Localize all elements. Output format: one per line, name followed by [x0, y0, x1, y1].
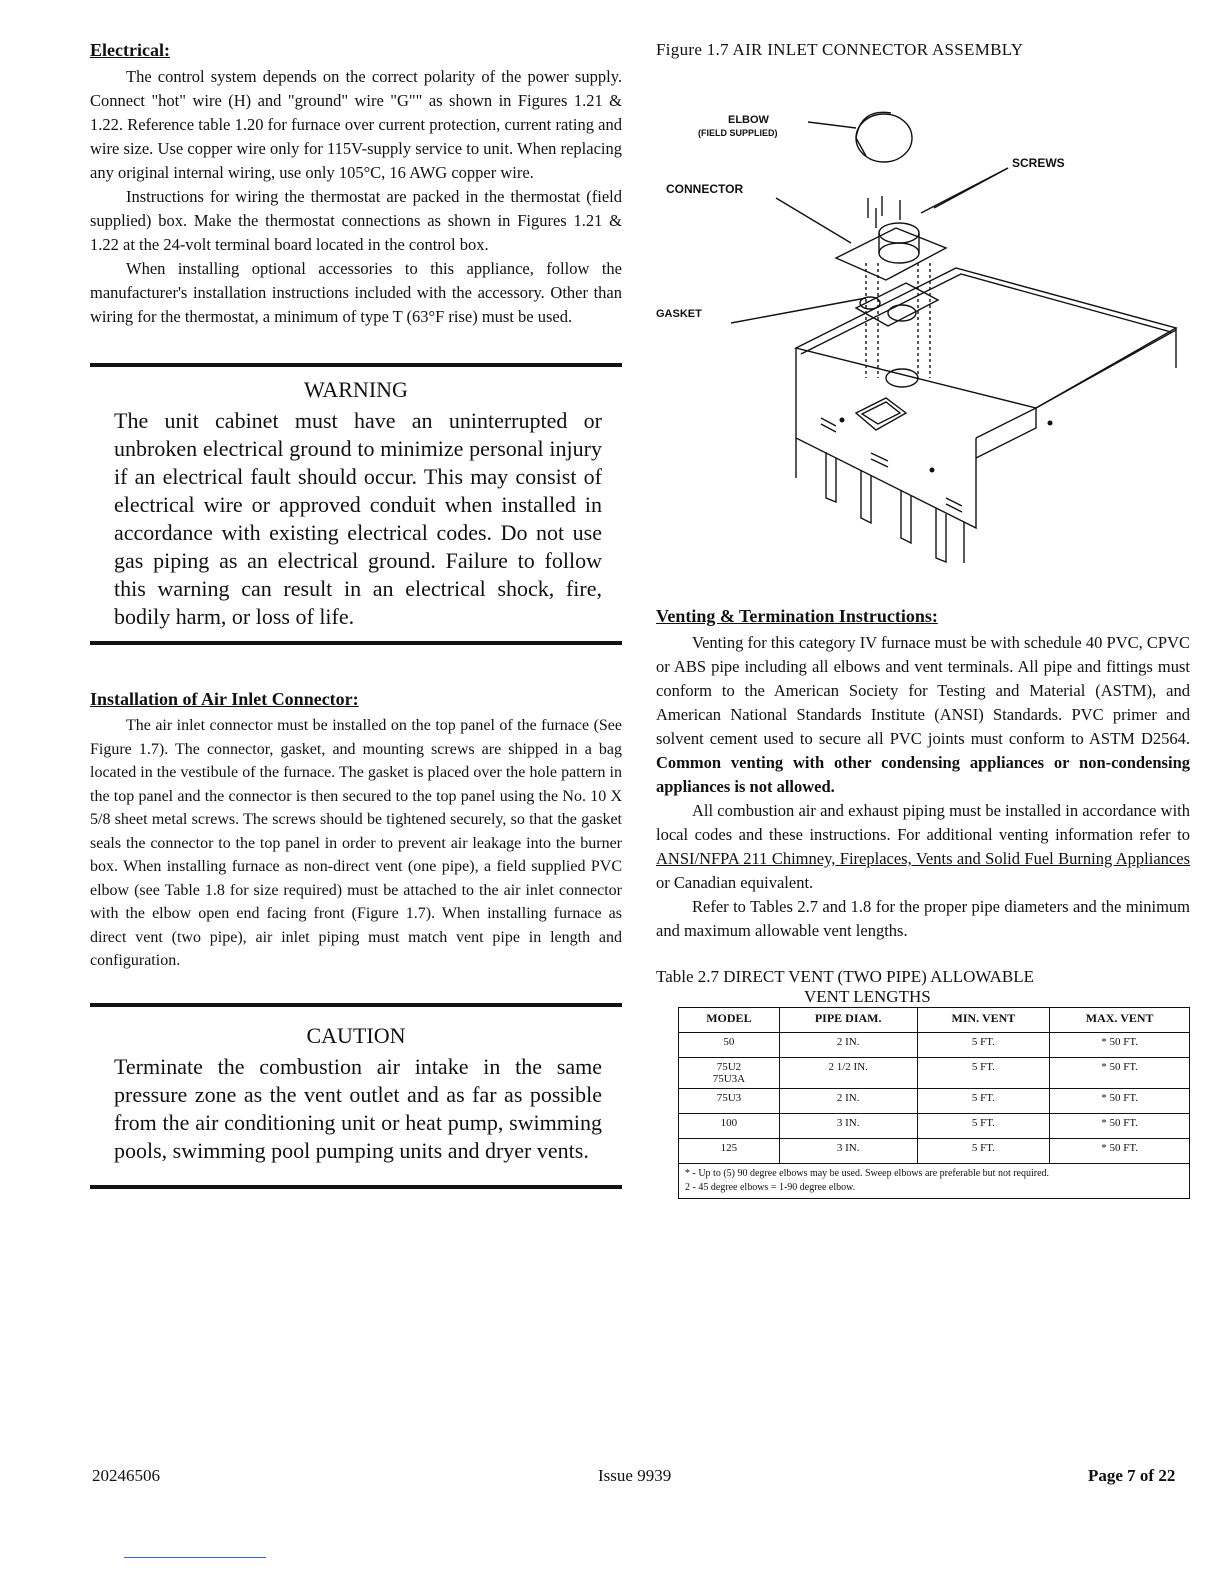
table-note-1: * - Up to (5) 90 degree elbows may be used. Sweep elbows are preferable but not required.	[685, 1168, 1050, 1179]
cell-max-vent: * 50 FT.	[1050, 1033, 1190, 1058]
caution-title: CAUTION	[306, 1022, 406, 1048]
table-notes-row	[679, 1164, 1190, 1199]
venting-paragraph-3: Refer to Tables 2.7 and 1.8 for the proper pipe diameters and the minimum and maximum allowable vent lengths.	[656, 897, 1190, 940]
table-notes	[679, 1164, 1190, 1199]
header-max-vent: MAX. VENT	[1050, 1008, 1190, 1033]
electrical-paragraph-2: Instructions for wiring the thermostat are packed in the thermostat (field supplied) box. Make the thermostat connections as shown in Figures 1.21 & 1.22 at the 24-volt terminal board located in the control box.	[90, 187, 622, 254]
electrical-paragraph-3: When installing optional accessories to this appliance, follow the manufacturer's installation instructions included with the accessory. Other than wiring for the thermostat, a minimum of type T (63°F rise) must be used.	[90, 259, 622, 326]
cell-pipe-diam: 2 IN.	[779, 1089, 917, 1114]
left-column	[90, 40, 622, 1189]
cell-min-vent: 5 FT.	[917, 1058, 1050, 1089]
cell-model: 125	[679, 1139, 780, 1164]
warning-text: The unit cabinet must have an uninterrupted or unbroken electrical ground to minimize personal injury if an electrical fault should occur. This may consist of electrical wire or approved conduit when installed in accordance with existing electrical codes. Do not use gas piping as an electrical ground. Failure to follow this warning can result in an electrical shock, fire, bodily harm, or loss of life.	[114, 408, 602, 629]
table-row	[679, 1033, 1190, 1058]
cell-max-vent: * 50 FT.	[1050, 1114, 1190, 1139]
warning-title: WARNING	[304, 377, 408, 402]
cell-pipe-diam: 3 IN.	[779, 1114, 917, 1139]
label-connector: CONNECTOR	[666, 182, 744, 196]
cell-min-vent: 5 FT.	[917, 1033, 1050, 1058]
right-column	[656, 40, 1190, 1199]
air-inlet-heading: Installation of Air Inlet Connector:	[90, 689, 359, 709]
venting-p2-pre: All combustion air and exhaust piping must be installed in accordance with local codes and these instructions. For additional venting information refer to	[656, 801, 1190, 844]
venting-paragraph-1	[656, 631, 1190, 799]
cell-min-vent: 5 FT.	[917, 1114, 1050, 1139]
venting-p2-post: or Canadian equivalent.	[656, 873, 814, 892]
cell-model: 75U3	[679, 1089, 780, 1114]
electrical-paragraph-1: The control system depends on the correct polarity of the power supply. Connect "hot" wire (H) and "ground" wire "G"" as shown in Figures 1.21 & 1.22. Reference table 1.20 for furnace over current protection, current rating and wire size. Use copper wire only for 115V-supply service to unit. When replacing any original internal wiring, use only 105°C, 16 AWG copper wire.	[90, 67, 622, 182]
warning-top-rule	[90, 363, 622, 367]
cell-max-vent: * 50 FT.	[1050, 1139, 1190, 1164]
footer-blue-line	[124, 1557, 266, 1558]
cell-pipe-diam: 3 IN.	[779, 1139, 917, 1164]
venting-p1-text: Venting for this category IV furnace must be with schedule 40 PVC, CPVC or ABS pipe including all elbows and vent terminals. All pipe and fittings must conform to the American Society for Testing and Material (ASTM), and American National Standards Institute (ANSI) Standards. PVC primer and solvent cement used to secure all PVC joints must conform to ASTM D2564.	[656, 633, 1190, 748]
table-row	[679, 1114, 1190, 1139]
venting-p1-bold: Common venting with other condensing appliances or non-condensing appliances is not allowed.	[656, 753, 1190, 796]
cell-pipe-diam: 2 1/2 IN.	[779, 1058, 917, 1089]
table-header-row	[679, 1008, 1190, 1033]
cell-min-vent: 5 FT.	[917, 1089, 1050, 1114]
cell-min-vent: 5 FT.	[917, 1139, 1050, 1164]
cell-max-vent: * 50 FT.	[1050, 1089, 1190, 1114]
table-row	[679, 1139, 1190, 1164]
assembly-drawing	[656, 68, 1190, 588]
caution-text: Terminate the combustion air intake in the same pressure zone as the vent outlet and as far as possible from the air conditioning unit or heat pump, swimming pools, swimming pool pumping units and dryer vents.	[114, 1053, 602, 1163]
caution-bottom-rule	[90, 1185, 622, 1189]
label-elbow: ELBOW	[728, 114, 769, 126]
air-inlet-paragraph: The air inlet connector must be installed on the top panel of the furnace (See Figure 1.7). The connector, gasket, and mounting screws are shipped in a bag located in the vestibule of the furnace. The gasket is placed over the hole pattern in the top panel and the connector is then secured to the top panel using the No. 10 X 5/8 sheet metal screws. The screws should be tightened securely, so that the gasket seals the connector to the top panel in order to prevent air leakage into the burner box. When installing furnace as non-direct vent (one pipe), a field supplied PVC elbow (see Table 1.8 for size required) must be attached to the air inlet connector with the elbow open end facing front (Figure 1.7). When installing furnace as direct vent (two pipe), air inlet piping must match vent pipe in length and configuration.	[90, 717, 622, 969]
table-note-2: 2 - 45 degree elbows = 1-90 degree elbow.	[685, 1182, 856, 1193]
cell-pipe-diam: 2 IN.	[779, 1033, 917, 1058]
table-caption-line2: VENT LENGTHS	[804, 987, 931, 1006]
cell-model: 75U2 75U3A	[679, 1058, 780, 1089]
vent-length-table	[678, 1007, 1190, 1199]
cell-max-vent: * 50 FT.	[1050, 1058, 1190, 1089]
table-row	[679, 1058, 1190, 1089]
footer-doc-number: 20246506	[92, 1466, 160, 1485]
label-gasket: GASKET	[656, 308, 702, 320]
table-row	[679, 1089, 1190, 1114]
venting-paragraph-2	[656, 799, 1190, 895]
header-model: MODEL	[679, 1008, 780, 1033]
label-field-supplied: (FIELD SUPPLIED)	[698, 128, 778, 138]
elbow-shape	[856, 114, 912, 162]
electrical-heading: Electrical:	[90, 40, 170, 60]
footer-issue: Issue 9939	[598, 1466, 672, 1485]
ansi-nfpa-reference: ANSI/NFPA 211 Chimney, Fireplaces, Vents and Solid Fuel Burning Appliances	[656, 849, 1190, 868]
figure-caption: Figure 1.7 AIR INLET CONNECTOR ASSEMBLY	[656, 40, 1024, 59]
header-pipe-diam: PIPE DIAM.	[779, 1008, 917, 1033]
cell-model: 50	[679, 1033, 780, 1058]
header-min-vent: MIN. VENT	[917, 1008, 1050, 1033]
venting-heading: Venting & Termination Instructions:	[656, 606, 938, 626]
table-caption-line1: Table 2.7 DIRECT VENT (TWO PIPE) ALLOWABLE	[656, 967, 1034, 986]
label-screws: SCREWS	[1012, 156, 1065, 170]
footer-page-number: Page 7 of 22	[1088, 1466, 1176, 1485]
cell-model: 100	[679, 1114, 780, 1139]
air-inlet-connector-diagram	[656, 68, 1190, 588]
caution-top-rule	[90, 1003, 622, 1007]
